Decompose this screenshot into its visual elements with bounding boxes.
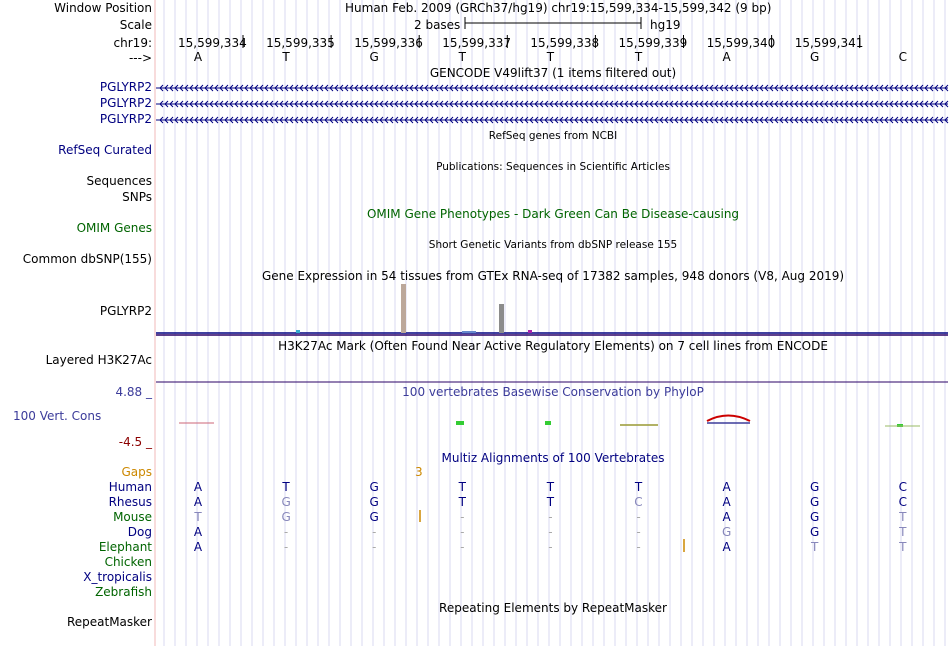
phylop-mark — [456, 421, 464, 425]
multiz-track-title[interactable]: Multiz Alignments of 100 Vertebrates — [441, 451, 665, 465]
alignment-base: T — [282, 480, 290, 494]
alignment-base: T — [546, 495, 555, 509]
repeatmasker-track-title[interactable]: Repeating Elements by RepeatMasker — [439, 601, 667, 615]
window-position-value: Human Feb. 2009 (GRCh37/hg19) chr19:15,599,334-15,599,342 (9 bp) — [345, 1, 772, 15]
species-label[interactable]: Human — [108, 480, 152, 494]
strand-label: ---> — [128, 51, 152, 65]
alignment-base: T — [899, 540, 907, 554]
position-label: 15,599,338 — [530, 36, 600, 50]
dbsnp-track-title[interactable]: Short Genetic Variants from dbSNP release 155 — [428, 239, 678, 251]
alignment-base: G — [810, 525, 820, 539]
alignment-base: - — [460, 510, 465, 524]
reference-base: G — [810, 50, 820, 64]
h3k27ac-track-title[interactable]: H3K27Ac Mark (Often Found Near Active Regulatory Elements) on 7 cell lines from ENCODE — [278, 339, 828, 353]
species-label[interactable]: Zebrafish — [95, 585, 152, 599]
alignment-base: - — [636, 510, 641, 524]
alignment-base: G — [369, 480, 379, 494]
phylop-min-label: -4.5 _ — [118, 435, 152, 449]
alignment-base: A — [193, 480, 203, 494]
window-position-label: Window Position — [54, 1, 152, 15]
species-label[interactable]: Mouse — [113, 510, 152, 524]
alignment-base: T — [194, 510, 202, 524]
position-label: 15,599,335 — [266, 36, 335, 50]
gtex-track-title[interactable]: Gene Expression in 54 tissues from GTEx RNA-seq of 17382 samples, 948 donors (V8, Aug 2019) — [261, 269, 845, 283]
gtex-bar — [528, 330, 532, 333]
reference-base: T — [634, 50, 643, 64]
refseq-track-title[interactable]: RefSeq genes from NCBI — [488, 130, 618, 142]
reference-base: G — [369, 50, 379, 64]
position-label: 15,599,341 — [794, 36, 864, 50]
alignment-base: T — [811, 540, 819, 554]
phylop-max-label: 4.88 _ — [115, 385, 152, 399]
alignment-base: - — [283, 540, 289, 554]
alignment-base: A — [193, 495, 203, 509]
reference-base: A — [193, 50, 203, 64]
alignment-base: - — [636, 525, 641, 539]
dbsnp-label[interactable]: Common dbSNP(155) — [22, 252, 152, 266]
gencode-track-title[interactable]: GENCODE V49lift37 (1 items filtered out) — [429, 66, 677, 80]
reference-base: T — [546, 50, 555, 64]
alignment-base: - — [372, 525, 377, 539]
alignment-base: G — [721, 525, 732, 539]
pubs-track-title[interactable]: Publications: Sequences in Scientific Articles — [436, 161, 670, 173]
alignment-base: A — [722, 510, 731, 524]
alignment-base: - — [460, 540, 465, 554]
refseq-label[interactable]: RefSeq Curated — [58, 143, 152, 157]
gaps-count: 3 — [415, 465, 423, 479]
alignment-base: - — [636, 540, 641, 554]
pubs-sequences-label[interactable]: Sequences — [86, 174, 152, 188]
position-label: 15,599,334 — [178, 36, 247, 50]
alignment-base: - — [548, 510, 553, 524]
alignment-base: A — [722, 495, 731, 509]
alignment-base: A — [722, 540, 731, 554]
alignment-base: - — [548, 525, 553, 539]
position-label: 15,599,336 — [354, 36, 423, 50]
alignment-base: G — [281, 510, 291, 524]
alignment-base: C — [634, 495, 643, 509]
gencode-item-3[interactable]: PGLYRP2 — [99, 112, 152, 126]
gaps-label: Gaps — [121, 465, 152, 479]
alignment-base: G — [810, 495, 820, 509]
gtex-bar — [401, 284, 406, 333]
species-label[interactable]: Chicken — [104, 555, 152, 569]
position-label: 15,599,339 — [618, 36, 688, 50]
position-label: 15,599,340 — [706, 36, 776, 50]
phylop-label[interactable]: 100 Vert. Cons — [13, 409, 102, 423]
alignment-base: G — [281, 495, 291, 509]
alignment-base: - — [283, 525, 289, 539]
alignment-base: - — [460, 525, 465, 539]
alignment-base: A — [193, 540, 203, 554]
gencode-item-2[interactable]: PGLYRP2 — [99, 96, 152, 110]
scale-bases: 2 bases — [414, 18, 461, 32]
alignment-base: - — [548, 540, 553, 554]
phylop-track-title[interactable]: 100 vertebrates Basewise Conservation by PhyloP — [402, 385, 704, 399]
alignment-base: - — [372, 540, 377, 554]
scale-db: hg19 — [650, 18, 681, 32]
gtex-bar — [499, 304, 504, 333]
alignment-base: C — [898, 480, 907, 494]
gencode-item-1[interactable]: PGLYRP2 — [99, 80, 152, 94]
alignment-base: T — [458, 480, 466, 494]
reference-base: T — [458, 50, 466, 64]
pubs-snps-label[interactable]: SNPs — [122, 190, 152, 204]
omim-label[interactable]: OMIM Genes — [76, 221, 152, 235]
alignment-base: A — [722, 480, 731, 494]
gtex-gene-label[interactable]: PGLYRP2 — [99, 304, 152, 318]
alignment-base: T — [899, 510, 907, 524]
species-label[interactable]: X_tropicalis — [83, 570, 152, 584]
alignment-base: G — [810, 510, 820, 524]
phylop-mark — [707, 416, 750, 422]
phylop-mark — [545, 421, 551, 425]
scale-label: Scale — [119, 18, 152, 32]
alignment-base: T — [458, 495, 466, 509]
alignment-base: T — [899, 525, 907, 539]
alignment-base: G — [369, 495, 379, 509]
gtex-bar — [462, 331, 476, 333]
position-label: 15,599,337 — [442, 36, 512, 50]
gtex-bar — [296, 330, 300, 333]
alignment-base: G — [810, 480, 820, 494]
omim-track-title[interactable]: OMIM Gene Phenotypes - Dark Green Can Be Disease-causing — [366, 207, 740, 221]
repeatmasker-label[interactable]: RepeatMasker — [66, 615, 152, 629]
species-label[interactable]: Rhesus — [108, 495, 152, 509]
h3k27ac-label[interactable]: Layered H3K27Ac — [45, 353, 152, 367]
alignment-base: T — [634, 480, 643, 494]
alignment-base: T — [546, 480, 555, 494]
alignment-base: C — [898, 495, 907, 509]
reference-base: C — [898, 50, 907, 64]
alignment-base: G — [369, 510, 379, 524]
species-label[interactable]: Elephant — [98, 540, 152, 554]
reference-base: A — [722, 50, 731, 64]
alignment-base: A — [193, 525, 203, 539]
chrom-label: chr19: — [113, 36, 152, 50]
species-label[interactable]: Dog — [127, 525, 152, 539]
reference-base: T — [282, 50, 290, 64]
